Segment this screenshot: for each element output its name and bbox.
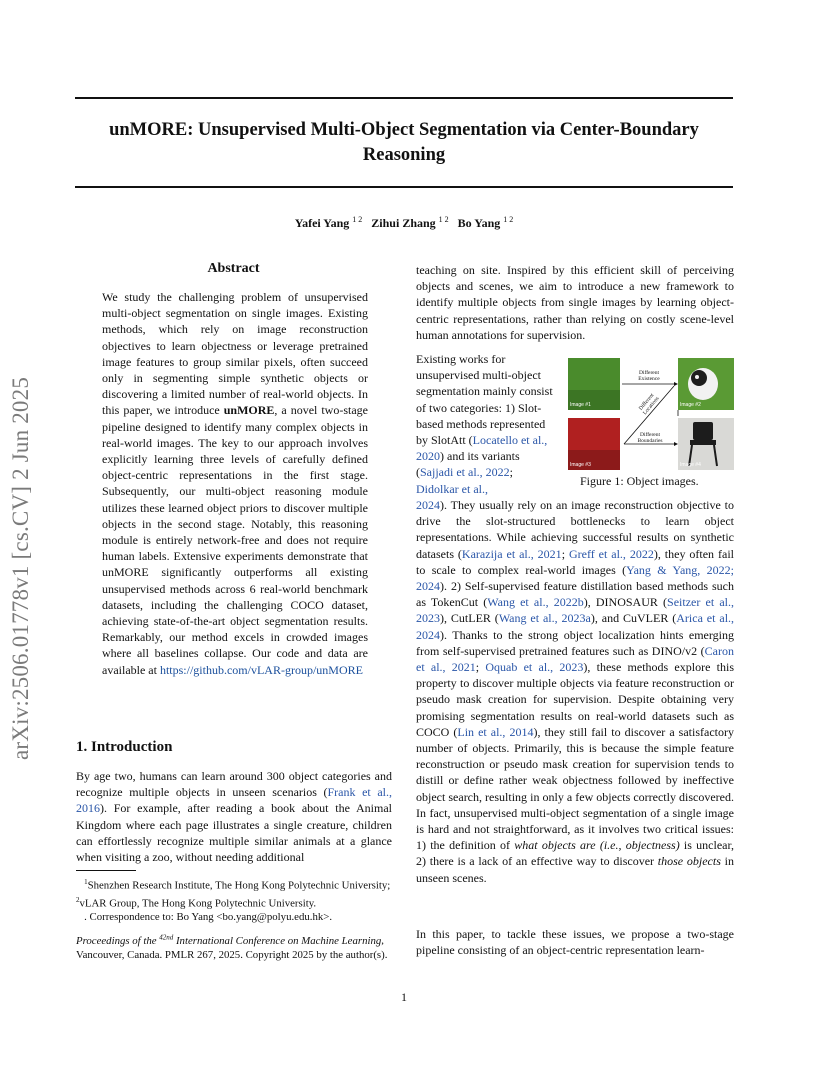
intro-paragraph-4: In this paper, to tackle these issues, we propose a two-stage pipeline consisting of an object-centric representation learn- (416, 927, 734, 958)
abstract-text: We study the challenging problem of unsupervised multi-object segmentation on single images. Existing methods, which rely on image reconstruction objectives to learn objectness or leverage pretrained image features to group similar pixels, often succeed only in segmenting simple synthetic objects or discovering a limited number of real-world objects. In this paper, we introduce (102, 290, 368, 418)
author-affiliation: 1 2 (438, 215, 449, 224)
image-label: Image #4 (680, 462, 701, 468)
figure-caption: Figure 1: Object images. (580, 474, 699, 488)
author-name: Zihui Zhang (371, 216, 436, 230)
body-text: ). 2) Self-supervised feature distillation based methods such as TokenCut ( (416, 579, 734, 610)
body-text: By age two, humans can learn around 300 object categories and recognize multiple objects in unseen scenarios ( (76, 769, 392, 800)
page-number: 1 (401, 990, 407, 1004)
body-text: ), these methods explore this property to discover multiple objects via feature reconstruction or pseudo mask creation for supervision. Despite obtaining very promising segmentation results on real-world datasets such as COCO ( (416, 660, 734, 739)
citation-link[interactable]: Oquab et al., 2023 (485, 660, 584, 675)
intro-paragraph-1 (76, 768, 392, 865)
title-line-1: unMORE: Unsupervised Multi-Object Segmentation via Center-Boundary (109, 120, 699, 140)
dog-eye (695, 375, 699, 379)
affiliation-footnote: $^1$Shenzhen Research Institute, The Hong Kong Polytechnic University; $^2$vLAR Group, The Hong Kong Polytechnic University. . Correspondence to: Bo Yang <bo.yang@polyu.edu.hk>. (76, 878, 391, 924)
body-text: ; (475, 660, 486, 675)
citation-link[interactable]: Locatello et al., 2020 (416, 433, 548, 464)
citation-link[interactable]: 2024 (416, 498, 440, 512)
body-text: Existing works for unsupervised multi-object segmentation mainly consist of two categories: 1) Slot-based methods represented by SlotAtt ( (416, 352, 553, 448)
body-text: ), they often fail to scale to complex real-world images ( (416, 546, 734, 577)
footnote-text: vLAR Group, The Hong Kong Polytechnic University. (79, 897, 317, 910)
footnote-rule (76, 870, 136, 871)
author-affiliation: 1 2 (503, 215, 514, 224)
body-text: ). For example, after reading a book about the Animal Kingdom where each page illustrates a single creature, children can effortlessly recognize multiple similar animals at a glance when visiting a zoo, without needing additional (76, 801, 392, 865)
title-line-2: Reasoning (362, 145, 446, 165)
arrow-head (674, 442, 678, 446)
body-text: ), CutLER ( (440, 611, 499, 626)
author-affiliation: 1 2 (352, 215, 363, 224)
emphasized-text: those objects (657, 854, 721, 869)
body-text: in unseen scenes. (416, 854, 734, 885)
dog-head (691, 370, 707, 386)
body-text: ; (561, 546, 569, 561)
citation-link[interactable]: Wang et al., 2023a (498, 611, 591, 626)
citation-link[interactable]: Sajjadi et al., 2022 (420, 465, 510, 480)
author-name: Bo Yang (457, 216, 501, 230)
citation-link[interactable]: Yang & Yang, 2022; 2024 (416, 562, 734, 594)
title-top-rule (75, 97, 733, 99)
abstract-body (102, 289, 368, 678)
body-text: ) and its variants ( (416, 449, 520, 480)
citation-link[interactable]: Greff et al., 2022 (568, 546, 654, 561)
code-link[interactable]: https://github.com/vLAR-group/unMORE (159, 662, 363, 677)
body-text: ). They usually rely on an image reconstruction objective to drive the slot-structured bottlenecks to learn object representations. While achieving successful results on synthetic datasets ( (416, 498, 734, 561)
citation-link[interactable]: Caron et al., 2021 (416, 643, 734, 675)
proceedings-text: Proceedings of the (76, 934, 160, 947)
proceedings-text: , Vancouver, Canada. PMLR 267, 2025. Copyright 2025 by the author(s). (76, 934, 388, 961)
abstract-heading: Abstract (207, 261, 260, 276)
arrow-head (674, 382, 678, 386)
citation-link[interactable]: Frank et al., 2016 (76, 785, 392, 816)
arrow-label-locations: Different Locations (637, 392, 661, 417)
author-name: Yafei Yang (294, 216, 350, 230)
image-label: Image #2 (680, 402, 701, 408)
proceedings-ordinal: 42nd (159, 933, 174, 941)
citation-link[interactable]: Seitzer et al., 2023 (416, 595, 734, 626)
intro-paragraph-3-wrapped (416, 351, 558, 497)
chair-seat (690, 440, 716, 445)
body-text: ). Thanks to the strong object localization hints emerging from self-supervised pretrained features such as DINO/v2 ( (416, 627, 734, 658)
emphasized-text: what objects are (i.e., objectness) (514, 838, 680, 853)
body-text: ), DINOSAUR ( (583, 595, 668, 610)
arrow-label-boundaries: Different Boundaries (637, 432, 663, 444)
citation-link[interactable]: Wang et al., 2022b (487, 595, 584, 610)
citation-link[interactable]: Karazija et al., 2021 (461, 546, 562, 561)
figure-object-images (568, 358, 734, 470)
citation-link[interactable]: Didolkar et al., (416, 481, 488, 496)
proceedings-note (76, 930, 396, 962)
author-list (75, 215, 733, 231)
paper-title (75, 118, 733, 168)
chair-back (693, 422, 713, 440)
proceedings-text: International Conference on Machine Learning (173, 934, 382, 947)
method-name: unMORE (223, 403, 275, 418)
intro-paragraph-2: teaching on site. Inspired by this efficient skill of perceiving objects and scenes, we aim to introduce a new framework to identify multiple objects from single images by learning object-centric representations, rather than relying on costly scene-level human annotations for supervision. (416, 263, 734, 342)
body-text: ), and CuVLER ( (590, 611, 677, 626)
section-heading-introduction: 1. Introduction (76, 739, 173, 755)
footnote-text: . Correspondence to: Bo Yang <bo.yang@polyu.edu.hk>. (84, 911, 333, 924)
abstract-text: , a novel two-stage pipeline designed to identify many complex objects in real-world images. The key to our approach involves explicitly learning three levels of carefully defined object-centric representations in the first stage. Subsequently, our multi-object reasoning module utilizes these learned object priors to discover multiple objects in the second stage. Notably, this reasoning module is entirely network-free and does not require human labels. Extensive experiments demonstrate that unMORE significantly outperforms all existing unsupervised methods across 6 real-world benchmark datasets, including the challenging COCO dataset, achieving state-of-the-art object segmentation results. Remarkably, our method excels in crowded images where all baselines collapse. Our code and data are available at (102, 403, 368, 677)
arxiv-identifier: arXiv:2506.01778v1 [cs.CV] 2 Jun 2025 (8, 376, 33, 760)
citation-link[interactable]: Arica et al., 2024 (416, 611, 735, 642)
image-label: Image #1 (570, 402, 591, 408)
title-bottom-rule (75, 186, 733, 188)
intro-paragraph-3-continued (416, 497, 734, 886)
body-text: is unclear, 2) there is a lack of an effective way to discover (416, 838, 734, 869)
arrow-label-existence: Different Existence (638, 370, 660, 382)
body-text: ), they still fail to discover a satisfactory number of objects. Primarily, this is because the simple feature reconstruction or pseudo mask creation for supervision tends to distill or define rather weak objectness followed by ineffective object search, resulting in only a few objects correctly discovered. In fact, unsupervised multi-object segmentation of a single image is hard and not straightforward, as it involves two critical issues: 1) the definition of (416, 724, 734, 853)
body-text: ; (509, 465, 513, 480)
footnote-text: Shenzhen Research Institute, The Hong Kong Polytechnic University; (87, 879, 391, 892)
image-label: Image #3 (570, 462, 591, 468)
citation-link[interactable]: Lin et al., 2014 (457, 724, 534, 739)
